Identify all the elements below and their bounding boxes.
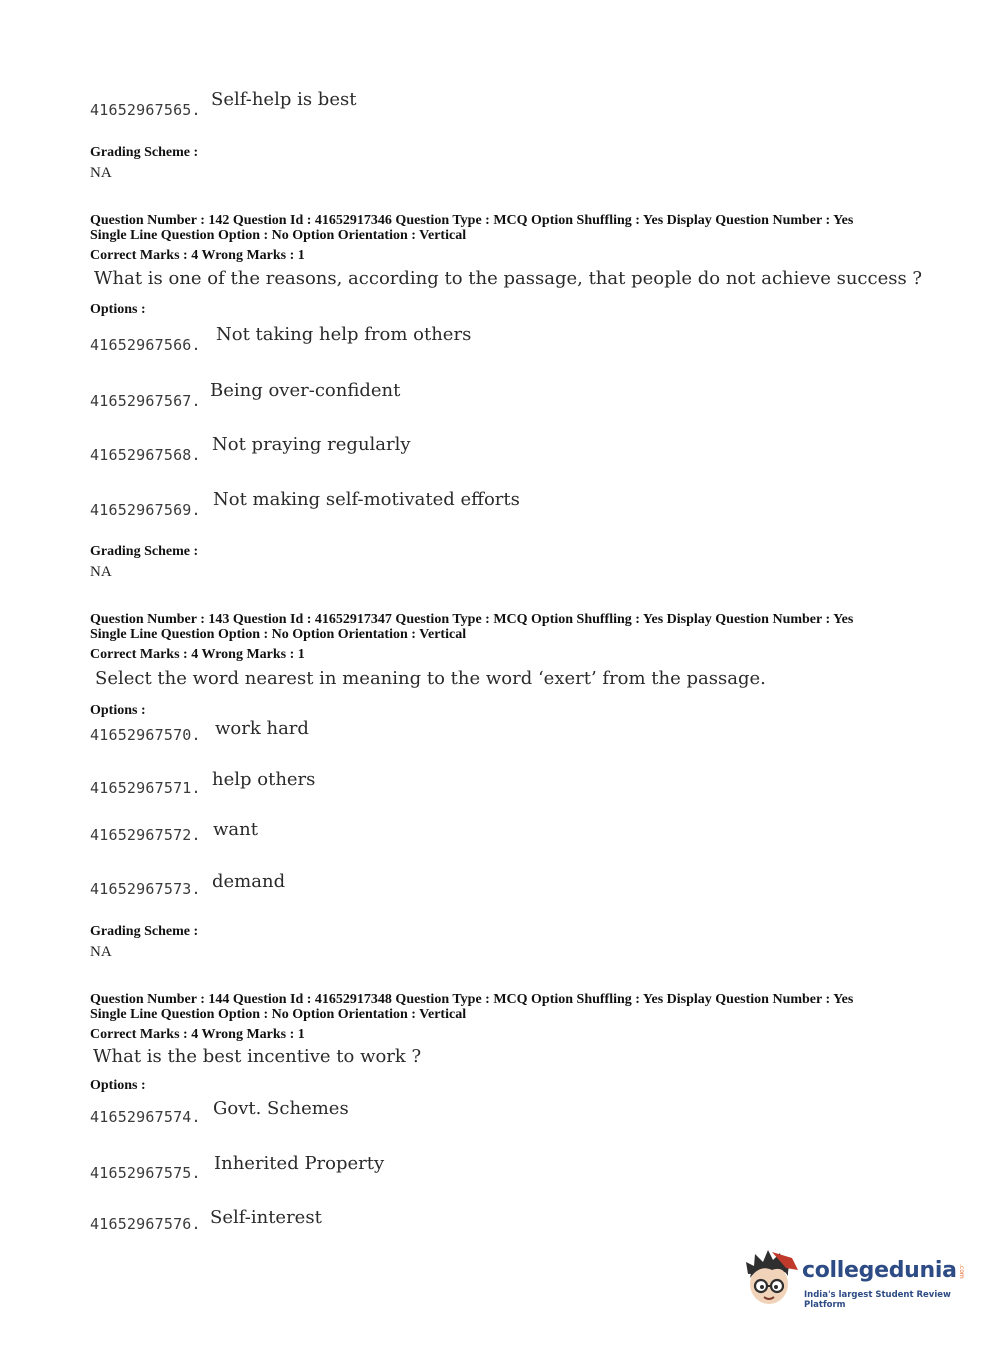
options-label: Options :	[90, 703, 146, 718]
option-text: Being over-confident	[210, 380, 401, 401]
question-meta-line-2: Single Line Question Option : No Option Orientation : Vertical	[90, 627, 467, 642]
option-id: 41652967566.	[90, 336, 201, 354]
option-text: Not taking help from others	[216, 324, 472, 345]
option-text: Not making self-motivated efforts	[213, 489, 520, 510]
grading-scheme-label: Grading Scheme :	[90, 145, 199, 160]
question-text: What is the best incentive to work ?	[93, 1046, 422, 1067]
grading-scheme-label: Grading Scheme :	[90, 924, 199, 939]
grading-scheme-value: NA	[90, 165, 112, 181]
grading-scheme-value: NA	[90, 564, 112, 580]
question-marks: Correct Marks : 4 Wrong Marks : 1	[90, 647, 305, 662]
option-text: want	[213, 819, 258, 840]
option-id: 41652967565.	[90, 101, 201, 119]
mascot-icon	[742, 1248, 800, 1310]
option-id: 41652967574.	[90, 1108, 201, 1126]
options-label: Options :	[90, 302, 146, 317]
option-text: help others	[212, 769, 316, 790]
question-meta-line-2: Single Line Question Option : No Option Orientation : Vertical	[90, 228, 467, 243]
question-marks: Correct Marks : 4 Wrong Marks : 1	[90, 1027, 305, 1042]
question-meta-line-1: Question Number : 144 Question Id : 41652917348 Question Type : MCQ Option Shuffling : Yes Display Question Number : Yes	[90, 992, 854, 1007]
option-text: Not praying regularly	[212, 434, 411, 455]
options-label: Options :	[90, 1078, 146, 1093]
question-meta-line-1: Question Number : 143 Question Id : 41652917347 Question Type : MCQ Option Shuffling : Yes Display Question Number : Yes	[90, 612, 854, 627]
option-id: 41652967570.	[90, 726, 201, 744]
option-id: 41652967575.	[90, 1164, 201, 1182]
brand-name: collegedunia	[802, 1258, 957, 1283]
brand-suffix: .com	[958, 1264, 965, 1279]
option-id: 41652967576.	[90, 1215, 201, 1233]
question-meta-line-1: Question Number : 142 Question Id : 41652917346 Question Type : MCQ Option Shuffling : Yes Display Question Number : Yes	[90, 213, 854, 228]
collegedunia-watermark-logo	[742, 1248, 972, 1310]
option-text: work hard	[215, 718, 309, 739]
option-id: 41652967573.	[90, 880, 201, 898]
option-text: Self-help is best	[211, 89, 357, 110]
option-text: Inherited Property	[214, 1153, 385, 1174]
brand-tagline: India's largest Student Review Platform	[804, 1290, 951, 1310]
option-id: 41652967568.	[90, 446, 201, 464]
option-id: 41652967572.	[90, 826, 201, 844]
option-text: demand	[212, 871, 286, 892]
option-id: 41652967571.	[90, 779, 201, 797]
option-id: 41652967569.	[90, 501, 201, 519]
question-meta-line-2: Single Line Question Option : No Option Orientation : Vertical	[90, 1007, 467, 1022]
question-marks: Correct Marks : 4 Wrong Marks : 1	[90, 248, 305, 263]
option-id: 41652967567.	[90, 392, 201, 410]
option-text: Self-interest	[210, 1207, 322, 1228]
grading-scheme-label: Grading Scheme :	[90, 544, 199, 559]
grading-scheme-value: NA	[90, 944, 112, 960]
question-text: What is one of the reasons, according to the passage, that people do not achieve success ?	[94, 268, 923, 289]
option-text: Govt. Schemes	[213, 1098, 349, 1119]
question-text: Select the word nearest in meaning to the word ‘exert’ from the passage.	[95, 668, 766, 689]
